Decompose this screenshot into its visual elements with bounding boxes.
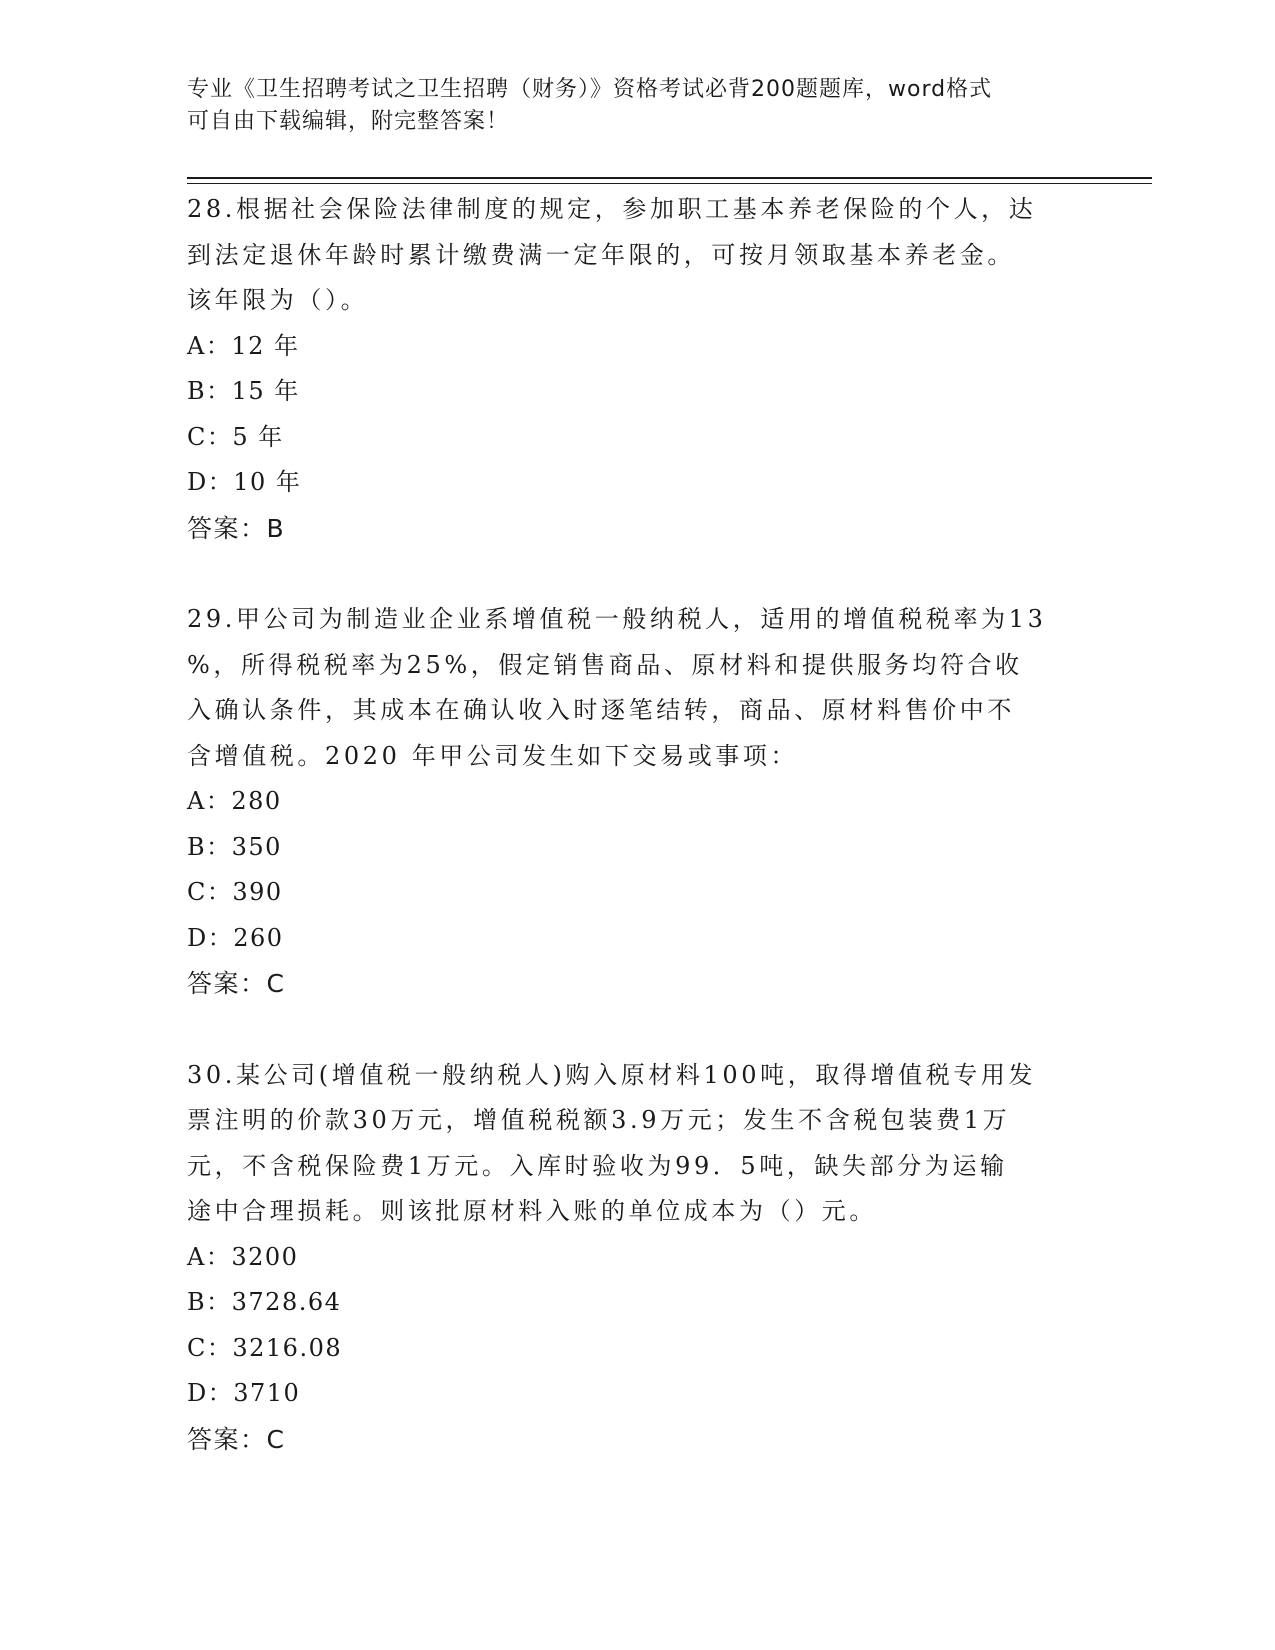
- option-a: A：12 年: [187, 331, 300, 360]
- option-d: D：10 年: [187, 468, 302, 496]
- option-d: D：3710: [187, 1379, 301, 1407]
- option-a: A：280: [187, 787, 282, 815]
- answer-line: 答案：B: [187, 513, 286, 543]
- header-title-line-2: 可自由下载编辑，附完整答案！: [187, 109, 510, 134]
- question-29: [187, 597, 1107, 1007]
- option-c: C：3216.08: [187, 1333, 343, 1362]
- option-c: C：390: [187, 878, 283, 906]
- question-30: [187, 1053, 1107, 1463]
- question-28: [187, 187, 1107, 551]
- option-c: C：5 年: [187, 422, 284, 451]
- question-text-line: 29.甲公司为制造业企业系增值税一般纳税人，适用的增值税税率为13: [187, 605, 1047, 633]
- question-spacer: [187, 1007, 1107, 1053]
- question-text-line: 票注明的价款30万元，增值税税额3.9万元；发生不含税包装费1万: [187, 1106, 1011, 1134]
- question-text-line: 该年限为（）。: [187, 286, 369, 314]
- header-divider-thick: [187, 177, 1152, 179]
- answer-line: 答案：C: [187, 969, 286, 998]
- question-list: [187, 187, 1107, 1462]
- option-b: B：350: [187, 832, 282, 861]
- question-text-line: 到法定退休年龄时累计缴费满一定年限的，可按月领取基本养老金。: [187, 240, 1015, 269]
- header-divider-thin: [187, 183, 1152, 184]
- header-title-line-1: 专业《卫生招聘考试之卫生招聘（财务）》资格考试必背200题题库，word格式: [187, 77, 993, 102]
- question-text-line: 元，不含税保险费1万元。入库时验收为99．5吨，缺失部分为运输: [187, 1151, 1008, 1180]
- option-a: A：3200: [187, 1242, 299, 1271]
- answer-line: 答案：C: [187, 1424, 286, 1454]
- question-spacer: [187, 551, 1107, 597]
- option-b: B：3728.64: [187, 1288, 342, 1316]
- question-text-line: 入确认条件，其成本在确认收入时逐笔结转，商品、原材料售价中不: [187, 696, 1015, 724]
- option-d: D：260: [187, 923, 284, 952]
- option-b: B：15 年: [187, 377, 300, 405]
- question-text-line: %，所得税税率为25%，假定销售商品、原材料和提供服务均符合收: [187, 650, 1023, 679]
- question-text-line: 途中合理损耗。则该批原材料入账的单位成本为（）元。: [187, 1197, 877, 1225]
- question-text-line: 28.根据社会保险法律制度的规定，参加职工基本养老保险的个人，达: [187, 195, 1037, 223]
- document-header: [187, 74, 1087, 138]
- question-text-line: 含增值税。2020 年甲公司发生如下交易或事项：: [187, 741, 799, 770]
- question-text-line: 30.某公司(增值税一般纳税人)购入原材料100吨，取得增值税专用发: [187, 1060, 1037, 1089]
